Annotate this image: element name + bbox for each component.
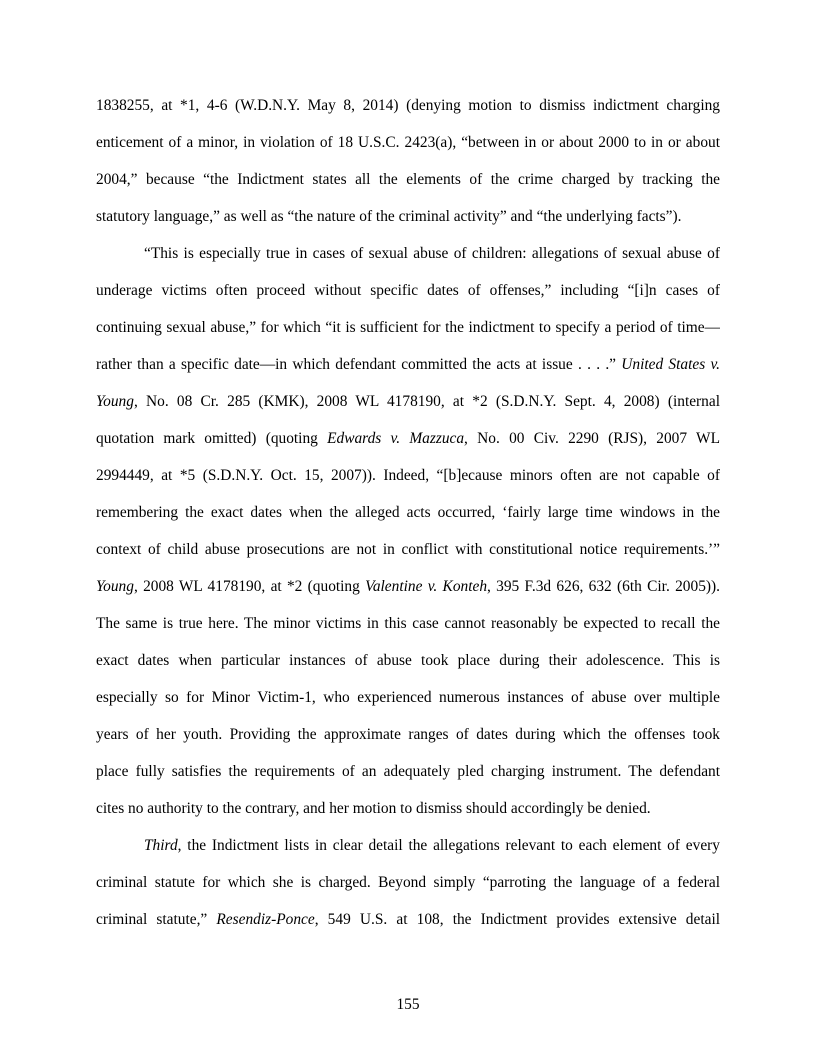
text-run: criminal statute,” [96, 911, 217, 928]
text-line: context of child abuse prosecutions are not in conflict with constitutional notice requirements.’” [96, 541, 720, 558]
text-line: place fully satisfies the requirements of an adequately pled charging instrument. The defendant [96, 763, 720, 780]
text-line: underage victims often proceed without specific dates of offenses,” including “[i]n cases of [96, 282, 720, 299]
text-line [96, 910, 720, 930]
text-line: 1838255, at *1, 4-6 (W.D.N.Y. May 8, 2014) (denying motion to dismiss indictment charging [96, 97, 720, 114]
text-line: years of her youth. Providing the approximate ranges of dates during which the offenses took [96, 726, 720, 743]
page-number: 155 [396, 996, 420, 1013]
text-line: statutory language,” as well as “the nature of the criminal activity” and “the underlying facts”). [96, 208, 682, 225]
text-line: 2004,” because “the Indictment states all the elements of the crime charged by tracking the [96, 171, 720, 188]
text-line [96, 355, 720, 375]
text-line: criminal statute for which she is charged. Beyond simply “parroting the language of a federal [96, 874, 720, 891]
case-citation: Young [96, 578, 134, 595]
text-line [96, 429, 720, 449]
text-run: , 549 U.S. at 108, the Indictment provides extensive detail [314, 911, 720, 928]
emphasis-word: Third [144, 837, 178, 854]
text-line: remembering the exact dates when the alleged acts occurred, ‘fairly large time windows in the [96, 504, 720, 521]
case-citation: Valentine v. Konteh [365, 578, 488, 595]
case-citation: Resendiz-Ponce [216, 911, 315, 928]
text-line: enticement of a minor, in violation of 18 U.S.C. 2423(a), “between in or about 2000 to in or about [96, 134, 720, 151]
case-citation: Young [96, 393, 134, 410]
text-line: continuing sexual abuse,” for which “it is sufficient for the indictment to specify a period of time— [96, 319, 720, 336]
text-run: , the Indictment lists in clear detail the allegations relevant to each element of every [177, 837, 720, 854]
text-run: quotation mark omitted) (quoting [96, 430, 328, 447]
text-line: “This is especially true in cases of sexual abuse of children: allegations of sexual abuse of [144, 245, 720, 262]
case-citation: Edwards v. Mazzuca [327, 430, 465, 447]
text-line: especially so for Minor Victim-1, who experienced numerous instances of abuse over multiple [96, 689, 720, 706]
case-citation: United States v. [621, 356, 720, 373]
text-run: , No. 00 Civ. 2290 (RJS), 2007 WL [464, 430, 720, 447]
text-line: 2994449, at *5 (S.D.N.Y. Oct. 15, 2007)). Indeed, “[b]ecause minors often are not capable of [96, 467, 720, 484]
text-run: , 395 F.3d 626, 632 (6th Cir. 2005)). [487, 578, 720, 595]
text-run: rather than a specific date—in which defendant committed the acts at issue . . . .” [96, 356, 616, 373]
text-line [144, 836, 720, 856]
text-run: , 2008 WL 4178190, at *2 (quoting [133, 578, 366, 595]
text-line: The same is true here. The minor victims in this case cannot reasonably be expected to recall the [96, 615, 720, 632]
text-line [96, 577, 720, 597]
text-run: , No. 08 Cr. 285 (KMK), 2008 WL 4178190, at *2 (S.D.N.Y. Sept. 4, 2008) (internal [133, 393, 720, 410]
text-line: exact dates when particular instances of abuse took place during their adolescence. This is [96, 652, 720, 669]
text-line [96, 392, 720, 412]
text-line: cites no authority to the contrary, and her motion to dismiss should accordingly be denied. [96, 800, 651, 817]
